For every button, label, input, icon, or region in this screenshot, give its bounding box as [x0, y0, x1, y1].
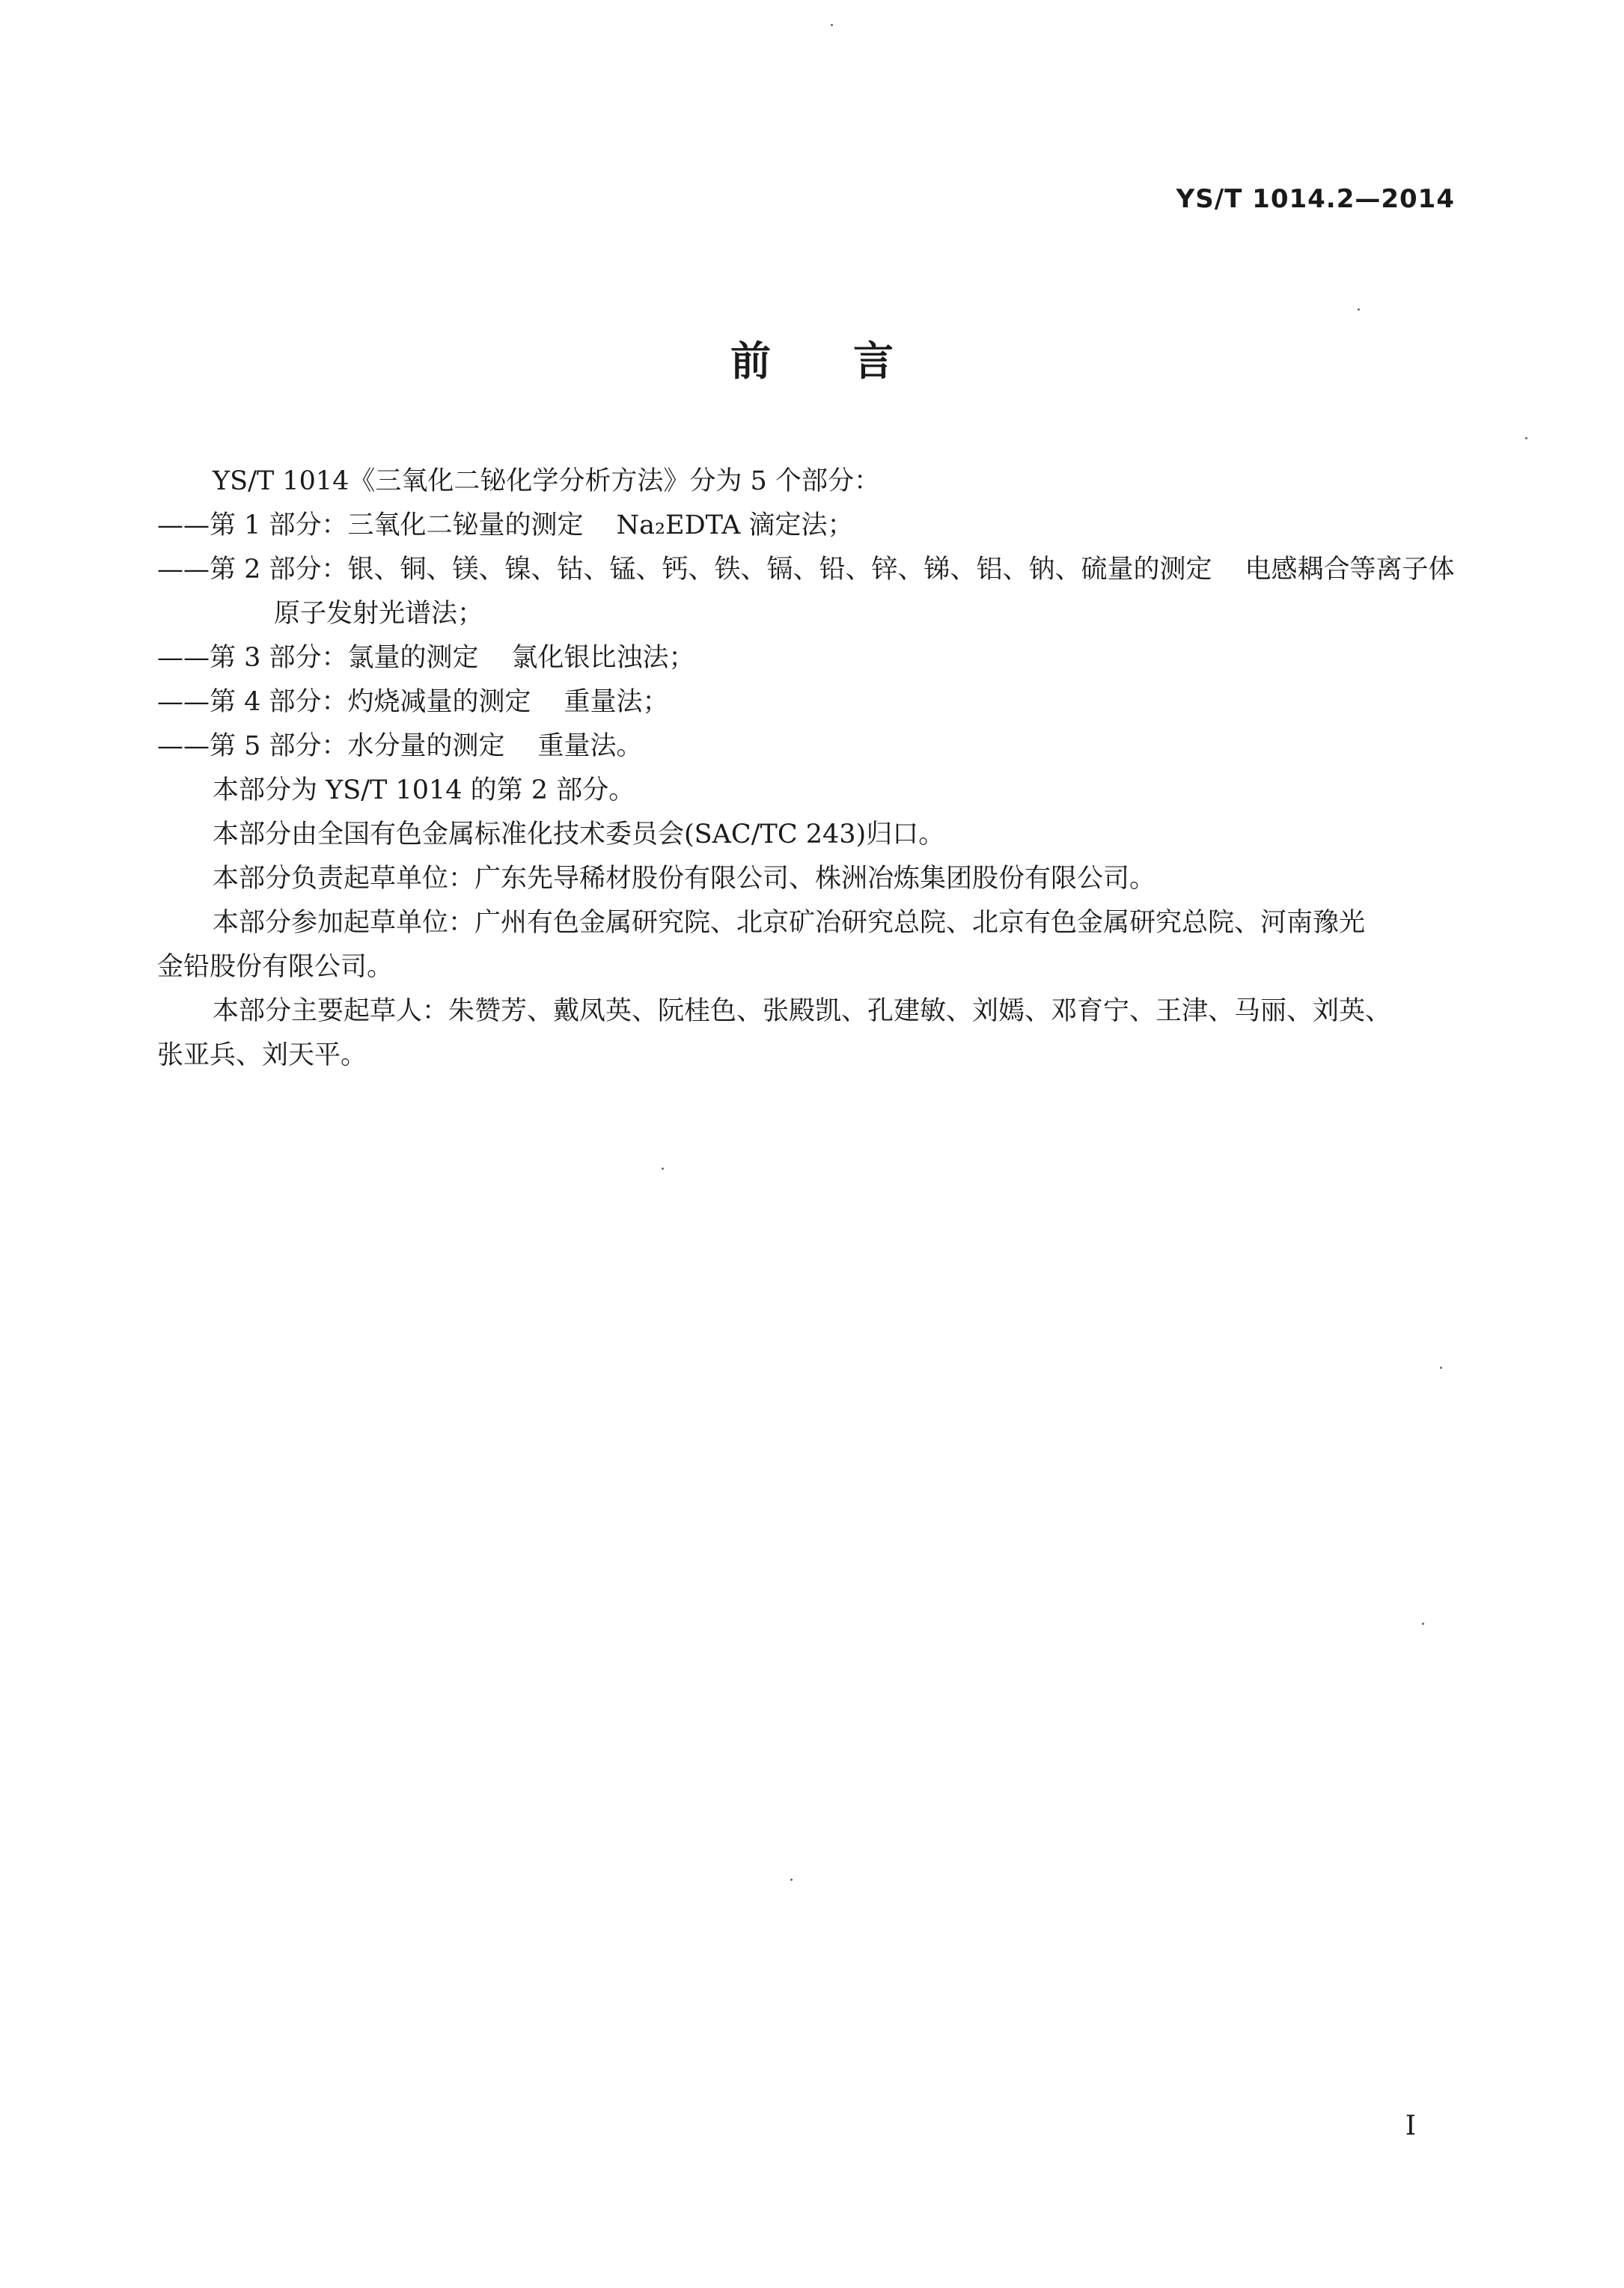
- drafters-continued: 张亚兵、刘天平。: [157, 1040, 367, 1070]
- part-2-method: 电感耦合等离子体: [1245, 555, 1455, 585]
- part-5-title: ——第 5 部分：水分量的测定: [157, 731, 505, 761]
- drafting-join-paragraph: 本部分参加起草单位：广州有色金属研究院、北京矿冶研究总院、北京有色金属研究总院、河南豫光: [213, 908, 1366, 938]
- scan-speck: [1440, 1367, 1442, 1369]
- part-5-method: 重量法。: [537, 731, 643, 761]
- drafters-paragraph: 本部分主要起草人：朱赞芳、戴凤英、阮桂色、张殿凯、孔建敏、刘嫣、邓育宁、王津、马丽、刘英、: [213, 996, 1392, 1026]
- standard-code: YS/T 1014.2—2014: [1176, 184, 1455, 214]
- scan-speck: [831, 24, 833, 26]
- part-3-title: ——第 3 部分：氯量的测定: [157, 643, 479, 673]
- intro-paragraph: YS/T 1014《三氧化二铋化学分析方法》分为 5 个部分：: [213, 466, 880, 496]
- part-3-method: 氯化银比浊法；: [511, 643, 695, 673]
- page-title: 前言: [730, 338, 976, 385]
- part-4-method: 重量法；: [564, 687, 669, 717]
- centralized-paragraph: 本部分由全国有色金属标准化技术委员会(SAC/TC 243)归口。: [213, 820, 945, 849]
- drafting-lead-paragraph: 本部分负责起草单位：广东先导稀材股份有限公司、株洲冶炼集团股份有限公司。: [213, 864, 1156, 894]
- scan-speck: [1358, 308, 1360, 311]
- scan-speck: [790, 1879, 793, 1881]
- part-1-title: ——第 1 部分：三氧化二铋量的测定: [157, 510, 584, 540]
- part-4-item: [157, 680, 1459, 724]
- scan-speck: [1422, 1623, 1424, 1625]
- part-4-title: ——第 4 部分：灼烧减量的测定: [157, 687, 531, 717]
- part-5-item: [157, 724, 1459, 769]
- foreword-body: [157, 460, 1459, 1078]
- part-3-item: [157, 636, 1459, 680]
- part-2-method-continued: 原子发射光谱法；: [274, 599, 484, 629]
- scan-speck: [662, 1168, 664, 1170]
- part-1-item: [157, 504, 1459, 548]
- drafting-join-continued: 金铅股份有限公司。: [157, 952, 394, 982]
- scan-speck: [1525, 437, 1527, 439]
- part-2-title: ——第 2 部分：银、铜、镁、镍、钴、锰、钙、铁、镉、铅、锌、锑、铝、钠、硫量的测定: [157, 555, 1212, 585]
- page-number: I: [1405, 2111, 1416, 2141]
- this-part-paragraph: 本部分为 YS/T 1014 的第 2 部分。: [213, 775, 635, 805]
- part-2-item: [157, 548, 1459, 592]
- part-1-method: Na₂EDTA 滴定法；: [616, 510, 854, 540]
